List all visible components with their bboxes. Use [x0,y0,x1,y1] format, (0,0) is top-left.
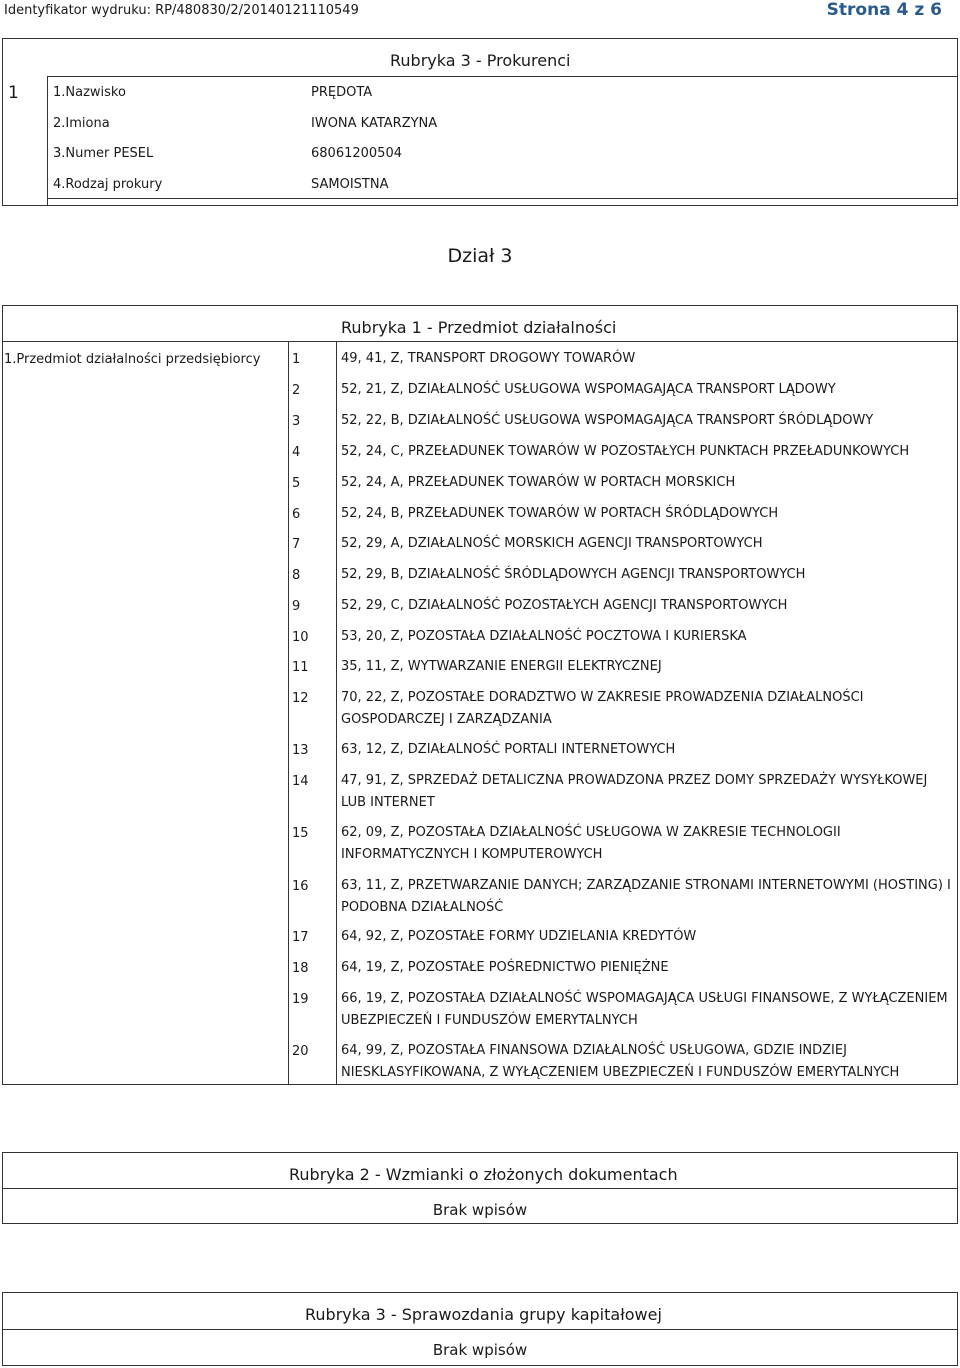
activity-number: 7 [292,537,301,552]
activity-text: 52, 29, B, DZIAŁALNOŚĆ ŚRÓDLĄDOWYCH AGENCJI TRANSPORTOWYCH [341,567,806,582]
activity-text: 52, 24, B, PRZEŁADUNEK TOWARÓW W PORTACH ŚRÓDLĄDOWYCH [341,506,779,521]
activity-text: 63, 12, Z, DZIAŁALNOŚĆ PORTALI INTERNETOWYCH [341,742,676,757]
field-label-nazwisko: 1.Nazwisko [53,85,126,100]
activity-number: 6 [292,507,301,522]
wzmianki-divider [2,1188,958,1189]
activity-text: 64, 19, Z, POZOSTAŁE POŚREDNICTWO PIENIĘŻNE [341,960,669,975]
przedmiot-label-divider [288,341,289,1085]
activity-number: 11 [292,660,309,675]
activity-text: 52, 29, A, DZIAŁALNOŚĆ MORSKICH AGENCJI TRANSPORTOWYCH [341,536,763,551]
activity-text: 64, 92, Z, POZOSTAŁE FORMY UDZIELANIA KREDYTÓW [341,929,697,944]
activity-number: 1 [292,352,301,367]
field-value-nazwisko: PRĘDOTA [311,85,373,100]
sprawozdania-title: Rubryka 3 - Sprawozdania grupy kapitałowej [305,1305,662,1324]
sprawozdania-divider [2,1329,958,1330]
activity-text: 62, 09, Z, POZOSTAŁA DZIAŁALNOŚĆ USŁUGOWA W ZAKRESIE TECHNOLOGII INFORMATYCZNYCH I KOMPUTEROWYCH [341,825,841,862]
activity-number: 4 [292,445,301,460]
activity-number: 13 [292,743,309,758]
activity-text: 52, 24, C, PRZEŁADUNEK TOWARÓW W POZOSTAŁYCH PUNKTACH PRZEŁADUNKOWYCH [341,444,910,459]
activity-text: 52, 24, A, PRZEŁADUNEK TOWARÓW W PORTACH MORSKICH [341,475,736,490]
prokurenci-title-divider [47,76,958,77]
activity-text: 49, 41, Z, TRANSPORT DROGOWY TOWARÓW [341,351,636,366]
activity-text: 63, 11, Z, PRZETWARZANIE DANYCH; ZARZĄDZANIE STRONAMI INTERNETOWYMI (HOSTING) I PODOBNA DZIAŁALNOŚĆ [341,878,951,915]
prokurenci-title: Rubryka 3 - Prokurenci [390,51,571,70]
activity-number: 12 [292,691,309,706]
activity-number: 8 [292,568,301,583]
przedmiot-title-divider [2,341,958,342]
field-label-rodzaj-prokury: 4.Rodzaj prokury [53,177,163,192]
print-identifier: Identyfikator wydruku: RP/480830/2/20140121110549 [4,3,359,18]
wzmianki-empty: Brak wpisów [432,1201,528,1219]
activity-number: 10 [292,630,309,645]
field-value-pesel: 68061200504 [311,146,402,161]
wzmianki-title: Rubryka 2 - Wzmianki o złożonych dokumentach [289,1165,678,1184]
activity-text: 35, 11, Z, WYTWARZANIE ENERGII ELEKTRYCZNEJ [341,659,662,674]
activity-text: 52, 22, B, DZIAŁALNOŚĆ USŁUGOWA WSPOMAGAJĄCA TRANSPORT ŚRÓDLĄDOWY [341,413,874,428]
activity-text: 47, 91, Z, SPRZEDAŻ DETALICZNA PROWADZONA PRZEZ DOMY SPRZEDAŻY WYSYŁKOWEJ LUB INTERNET [341,773,928,810]
prokurenci-number-divider [47,76,48,206]
przedmiot-number-divider [336,341,337,1085]
field-label-pesel: 3.Numer PESEL [53,146,154,161]
przedmiot-label: 1.Przedmiot działalności przedsiębiorcy [4,352,261,367]
activity-number: 15 [292,826,309,841]
activity-text: 52, 29, C, DZIAŁALNOŚĆ POZOSTAŁYCH AGENCJI TRANSPORTOWYCH [341,598,788,613]
activity-text: 53, 20, Z, POZOSTAŁA DZIAŁALNOŚĆ POCZTOWA I KURIERSKA [341,629,747,644]
activity-number: 19 [292,992,309,1007]
activity-number: 9 [292,599,301,614]
page-indicator: Strona 4 z 6 [826,0,942,20]
sprawozdania-empty: Brak wpisów [432,1341,528,1359]
activity-number: 5 [292,476,301,491]
activity-number: 3 [292,414,301,429]
activity-number: 14 [292,774,309,789]
activity-number: 17 [292,930,309,945]
activity-text: 70, 22, Z, POZOSTAŁE DORADZTWO W ZAKRESIE PROWADZENIA DZIAŁALNOŚCI GOSPODARCZEJ I ZARZĄDZANIA [341,690,864,727]
field-value-imiona: IWONA KATARZYNA [311,116,438,131]
prokurent-number: 1 [8,83,19,103]
activity-text: 52, 21, Z, DZIAŁALNOŚĆ USŁUGOWA WSPOMAGAJĄCA TRANSPORT LĄDOWY [341,382,836,397]
activity-text: 64, 99, Z, POZOSTAŁA FINANSOWA DZIAŁALNOŚĆ USŁUGOWA, GDZIE INDZIEJ NIESKLASYFIKOWANA, Z WYŁĄCZENIEM UBEZPIECZEŃ I FUNDUSZÓW EMERYTALNYCH [341,1043,900,1080]
activity-number: 18 [292,961,309,976]
activity-number: 16 [292,879,309,894]
field-value-rodzaj-prokury: SAMOISTNA [311,177,389,192]
przedmiot-title: Rubryka 1 - Przedmiot działalności [341,318,617,337]
section-heading-dzial: Dział 3 [447,245,513,267]
activity-text: 66, 19, Z, POZOSTAŁA DZIAŁALNOŚĆ WSPOMAGAJĄCA USŁUGI FINANSOWE, Z WYŁĄCZENIEM UBEZPIECZEŃ I FUNDUSZÓW EMERYTALNYCH [341,991,948,1028]
prokurenci-bottom-divider [47,198,958,199]
activity-number: 2 [292,383,301,398]
field-label-imiona: 2.Imiona [53,116,110,131]
activity-number: 20 [292,1044,309,1059]
